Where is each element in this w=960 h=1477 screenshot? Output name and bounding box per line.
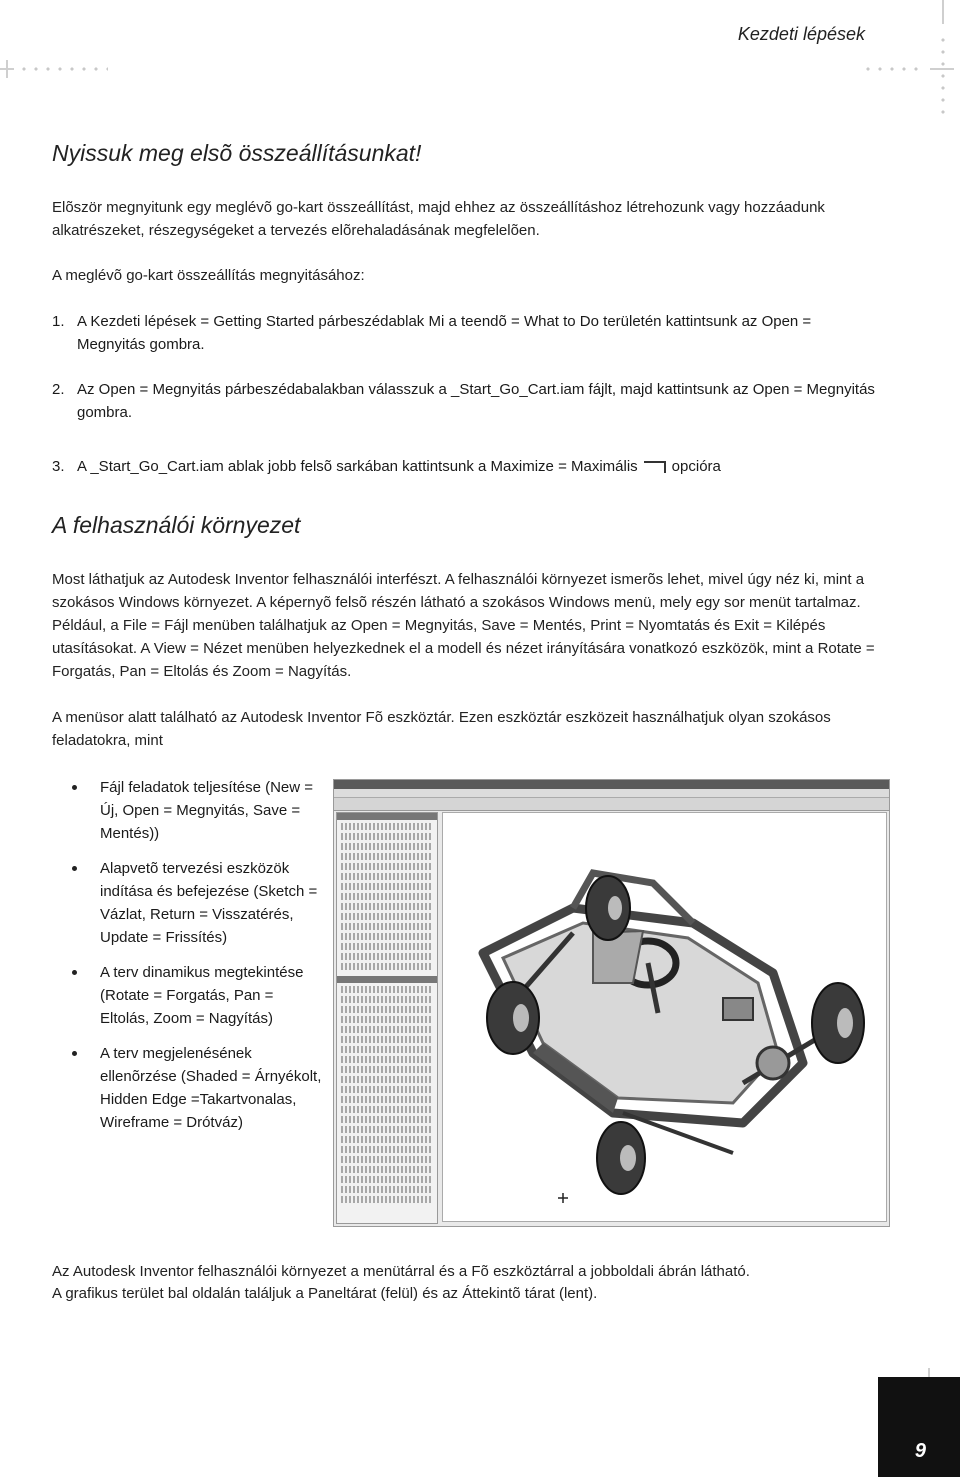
toolbar-task-list xyxy=(72,776,322,1146)
bullet-icon xyxy=(72,785,77,790)
intro-paragraph: Elõször megnyitunk egy meglévõ go-kart összeállítást, majd ehhez az összeállításhoz létrehozunk vagy hozzáadunk alkatrészeket, részegységeket a tervezés elõrehaladásának megfelelõen. xyxy=(52,199,825,239)
step-1 xyxy=(52,310,882,356)
screenshot-panel-bar xyxy=(336,812,438,1224)
screenshot-graphics-window xyxy=(442,812,887,1222)
environment-paragraph: Most láthatjuk az Autodesk Inventor felhasználói interfészt. A felhasználói környezet ismerõs lehet, mivel úgy néz ki, mint a szokásos Windows környezet. A képernyõ felsõ részén látható a szokásos Windows menü, mely egy sor menüt tartalmaz. Például, a File = Fájl menüben találhatjuk az Open = Megnyitás, Save = Mentés, Print = Nyomtatás és Exit = Kilépés utasításokat. A View = Nézet menüben helyezkednek el a modell és nézet irányítására vonatkozó eszközök, mint a Rotate = Forgatás, Pan = Eltolás és Zoom = Nagyítás. xyxy=(52,571,875,680)
list-item: A terv megjelenésének ellenõrzése (Shaded = Árnyékolt, Hidden Edge =Takartvonalas, Wireframe = Drótváz) xyxy=(72,1042,322,1134)
page-number: 9 xyxy=(914,1440,926,1462)
list-item: Alapvetõ tervezési eszközök indítása és befejezése (Sketch = Vázlat, Return = Visszatérés, Update = Frissítés) xyxy=(72,857,322,949)
step-number: 1. xyxy=(52,313,65,330)
inventor-screenshot-figure xyxy=(333,779,890,1227)
step-text-suffix: opcióra xyxy=(671,458,721,475)
section-heading-user-environment: A felhasználói környezet xyxy=(52,512,301,538)
step-number: 2. xyxy=(52,381,65,398)
screenshot-browser-bar xyxy=(337,976,437,983)
bullet-icon xyxy=(72,970,77,975)
closing-paragraph-2: A grafikus terület bal oldalán találjuk a Paneltárat (felül) és az Áttekintõ tárat (lent). xyxy=(52,1285,598,1302)
maximize-icon xyxy=(644,461,666,473)
screenshot-titlebar xyxy=(334,780,889,789)
step-3 xyxy=(52,455,882,478)
bullet-icon xyxy=(72,866,77,871)
section-heading-open-assembly: Nyissuk meg elsõ összeállításunkat! xyxy=(52,140,422,166)
list-item: Fájl feladatok teljesítése (New = Új, Open = Megnyitás, Save = Mentés)) xyxy=(72,776,322,845)
toolbar-paragraph: A menüsor alatt található az Autodesk Inventor Fõ eszköztár. Ezen eszköztár eszközeit használhatjuk olyan szokásos feladatokra, mint xyxy=(52,709,831,749)
step-text: Az Open = Megnyitás párbeszédabalakban válasszuk a _Start_Go_Cart.iam fájlt, majd kattintsunk az Open = Megnyitás gombra. xyxy=(77,381,875,421)
closing-paragraph-1: Az Autodesk Inventor felhasználói környezet a menütárral és a Fõ eszköztárral a jobboldali ábrán látható. xyxy=(52,1263,750,1280)
bullet-icon xyxy=(72,1051,77,1056)
screenshot-toolbar xyxy=(334,798,889,811)
go-kart-model-image xyxy=(443,813,883,1221)
lead-paragraph: A meglévõ go-kart összeállítás megnyitásához: xyxy=(52,267,365,284)
step-text: A Kezdeti lépések = Getting Started párbeszédablak Mi a teendõ = What to Do területén kattintsunk az Open = Megnyitás gombra. xyxy=(77,313,812,353)
step-text: A _Start_Go_Cart.iam ablak jobb felsõ sarkában kattintsunk a Maximize = Maximális xyxy=(77,458,638,475)
list-item: A terv dinamikus megtekintése (Rotate = Forgatás, Pan = Eltolás, Zoom = Nagyítás) xyxy=(72,961,322,1030)
screenshot-menubar xyxy=(334,789,889,798)
running-title: Kezdeti lépések xyxy=(737,24,865,44)
step-2 xyxy=(52,378,882,424)
step-number: 3. xyxy=(52,458,65,475)
